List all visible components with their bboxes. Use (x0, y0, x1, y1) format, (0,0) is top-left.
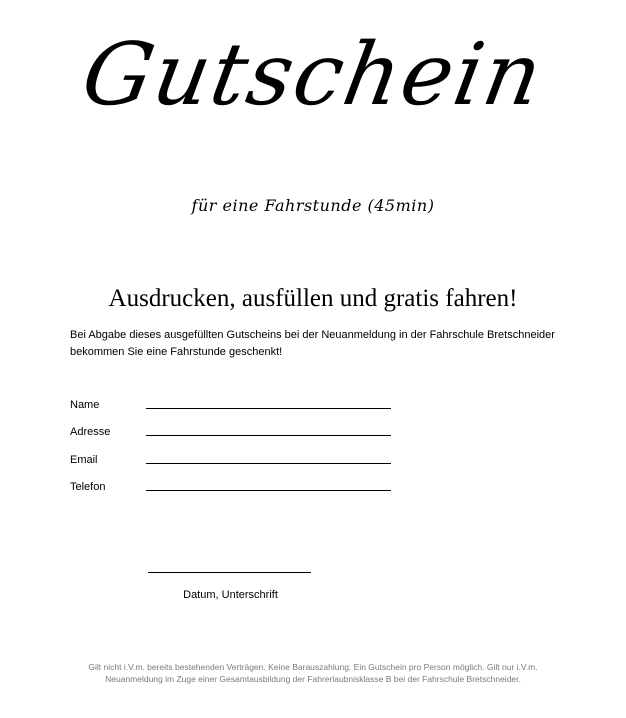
footer-disclaimer (0, 661, 626, 685)
footer-line: Neuanmeldung im Zuge einer Gesamtausbildung der Fahrerlaubnisklasse B bei der Fahrschule Bretschneider. (105, 674, 521, 684)
telefon-label: Telefon (70, 481, 106, 493)
form-row-name (70, 398, 400, 414)
intro-line: bekommen Sie eine Fahrstunde geschenkt! (70, 346, 283, 358)
voucher-title: Gutschein (75, 25, 551, 125)
signature-caption: Datum, Unterschrift (183, 589, 278, 601)
name-fill-line (146, 408, 391, 409)
email-label: Email (70, 454, 98, 466)
intro-line: Bei Abgabe dieses ausgefüllten Gutscheins bei der Neuanmeldung in der Fahrschule Bretschneider (70, 329, 555, 341)
form-row-adresse (70, 425, 400, 441)
form-row-telefon (70, 480, 400, 496)
form-row-email (70, 453, 400, 469)
footer-line: Gilt nicht i.V.m. bereits bestehenden Verträgen. Keine Barauszahlung. Ein Gutschein pro Person möglich. Gilt nur i.V.m. (88, 662, 538, 672)
adresse-label: Adresse (70, 426, 111, 438)
adresse-fill-line (146, 435, 391, 436)
email-fill-line (146, 463, 391, 464)
voucher-subtitle: für eine Fahrstunde (45min) (191, 196, 435, 215)
telefon-fill-line (146, 490, 391, 491)
name-label: Name (70, 399, 100, 411)
signature-line (148, 572, 311, 573)
voucher-headline: Ausdrucken, ausfüllen und gratis fahren! (108, 285, 518, 312)
voucher-intro (70, 327, 590, 361)
